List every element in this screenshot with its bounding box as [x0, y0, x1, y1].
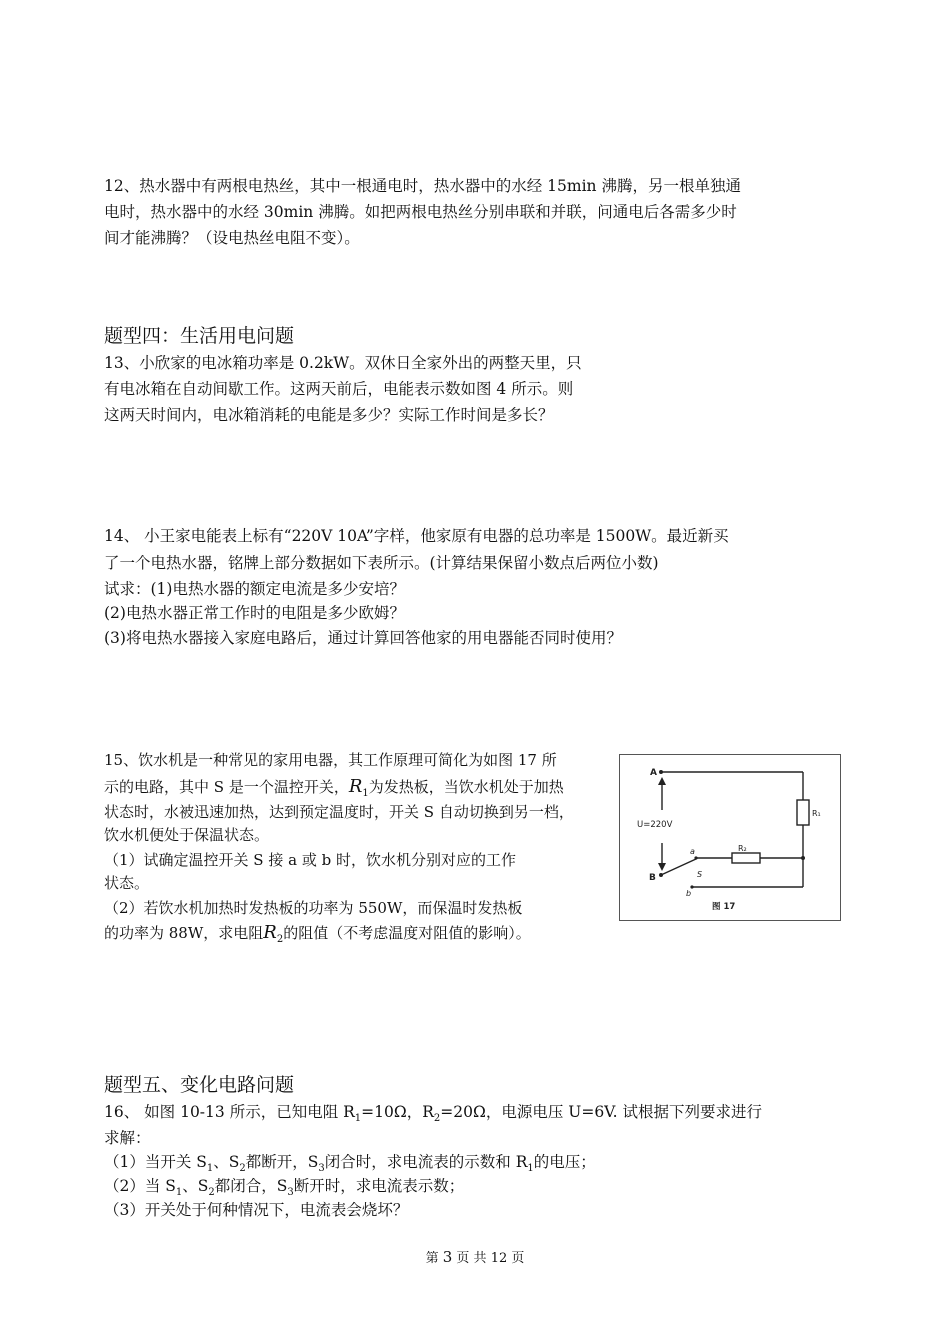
r2-symbol: R	[263, 922, 277, 943]
resistor-r1	[797, 800, 809, 825]
q16-line2: 求解：	[104, 1129, 151, 1147]
q16-line3-part3: 都断开，S	[245, 1153, 319, 1171]
label-r1: R₁	[812, 809, 821, 818]
q15-line1: 15、饮水机是一种常见的家用电器，其工作原理可简化为如图 17 所	[104, 751, 557, 769]
q12-line1: 12、热水器中有两根电热丝，其中一根通电时，热水器中的水经 15min 沸腾，另一根单独通	[104, 177, 741, 195]
junction-right	[801, 856, 805, 860]
section5-title: 题型五、变化电路问题	[104, 1074, 295, 1096]
q15-line6: 状态。	[104, 874, 150, 892]
q16-line4-part3: 都闭合，S	[214, 1177, 288, 1195]
q13-line3: 这两天时间内，电冰箱消耗的电能是多少？实际工作时间是多长？	[104, 406, 554, 424]
r1-symbol: R	[348, 776, 363, 797]
footer-suffix: 页	[507, 1251, 525, 1266]
sub-1: 1	[175, 1187, 183, 1198]
sub-2: 2	[239, 1163, 246, 1174]
q13-line2: 有电冰箱在自动间歇工作。这两天前后，电能表示数如图 4 所示。则	[104, 380, 574, 398]
sub-1: 1	[527, 1163, 534, 1174]
label-switch: S	[697, 870, 703, 879]
q16-line3-part2: 、S	[213, 1153, 240, 1171]
q16-line1-part2: =10Ω，R	[361, 1103, 434, 1121]
resistor-r2	[732, 853, 760, 863]
q15-line7: （2）若饮水机加热时发热板的功率为 550W，而保温时发热板	[104, 899, 523, 917]
section4-title: 题型四：生活用电问题	[104, 325, 295, 347]
page-footer	[0, 1247, 950, 1266]
q14-line3: 试求：(1)电热水器的额定电流是多少安培？	[104, 580, 405, 598]
figure-17-circuit	[619, 754, 841, 921]
q16-line4-part1: （2）当 S	[104, 1177, 176, 1195]
label-r2: R₂	[738, 844, 747, 853]
label-voltage: U=220V	[637, 820, 673, 830]
q12-line2: 电时，热水器中的水经 30min 沸腾。如把两根电热丝分别串联和并联，问通电后各需多少时	[104, 203, 737, 221]
label-a-contact: a	[690, 847, 695, 856]
switch-s	[661, 859, 696, 875]
sub-2: 2	[433, 1113, 441, 1124]
q15-line8-end: 的阻值（不考虑温度对阻值的影响）。	[283, 924, 531, 942]
r1-subscript: 1	[362, 788, 369, 799]
q15-line8	[104, 919, 864, 953]
q14-line5: (3)将电热水器接入家庭电路后，通过计算回答他家的用电器能否同时使用？	[104, 629, 622, 647]
r2-subscript: 2	[276, 934, 284, 945]
circuit-diagram	[620, 755, 840, 920]
q16-line5: （3）开关处于何种情况下，电流表会烧坏？	[104, 1201, 409, 1219]
q16-line1-part1: 16、 如图 10-13 所示，已知电阻 R	[104, 1103, 355, 1121]
q16-line4-part2: 、S	[182, 1177, 209, 1195]
figure-caption: 图 17	[712, 902, 736, 912]
q14-line4: (2)电热水器正常工作时的电阻是多少欧姆？	[104, 604, 405, 622]
sub-1: 1	[206, 1163, 214, 1174]
sub-2: 2	[208, 1187, 215, 1198]
q14-line2: 了一个电热水器，铭牌上部分数据如下表所示。(计算结果保留小数点后两位小数)	[104, 554, 659, 572]
footer-mid: 页 共	[452, 1251, 491, 1266]
sub-3: 3	[318, 1163, 325, 1174]
sub-1: 1	[354, 1113, 362, 1124]
q15-line4: 饮水机便处于保温状态。	[104, 826, 270, 844]
q16-line4-part4: 断开时，求电流表示数；	[293, 1177, 465, 1195]
q16-line3-part1: （1）当开关 S	[104, 1153, 207, 1171]
q15-line8-start: 的功率为 88W，求电阻	[104, 924, 264, 942]
label-a-node: A	[650, 768, 657, 778]
node-b	[659, 873, 663, 877]
q16-line1-part3: =20Ω，电源电压 U=6V. 试根据下列要求进行	[440, 1103, 763, 1121]
label-b-node: B	[649, 873, 656, 883]
q16-line3-part4: 闭合时，求电流表的示数和 R	[324, 1153, 528, 1171]
q15-line5: （1）试确定温控开关 S 接 a 或 b 时，饮水机分别对应的工作	[104, 851, 516, 869]
q15-line2-end: 为发热板，当饮水机处于加热	[368, 778, 564, 796]
label-b-contact: b	[686, 889, 692, 898]
arrow-up-head	[658, 777, 666, 785]
page-number: 3	[442, 1248, 453, 1266]
page-total: 12	[490, 1251, 508, 1266]
arrow-down-head	[658, 863, 666, 871]
q13-line1: 13、小欣家的电冰箱功率是 0.2kW。双休日全家外出的两整天里，只	[104, 354, 582, 372]
q15-line3: 状态时，水被迅速加热，达到预定温度时，开关 S 自动切换到另一档，	[104, 803, 574, 821]
sub-3: 3	[287, 1187, 294, 1198]
footer-prefix: 第	[425, 1251, 443, 1266]
node-a	[659, 770, 663, 774]
q15-line2-start: 示的电路，其中 S 是一个温控开关，	[104, 778, 349, 796]
q16-line3-part5: 的电压；	[533, 1153, 596, 1171]
contact-a	[694, 856, 697, 859]
q12-line3: 间才能沸腾？（设电热丝电阻不变）。	[104, 229, 360, 247]
q14-line1: 14、 小王家电能表上标有“220V 10A”字样，他家原有电器的总功率是 1500W。最近新买	[104, 527, 729, 545]
